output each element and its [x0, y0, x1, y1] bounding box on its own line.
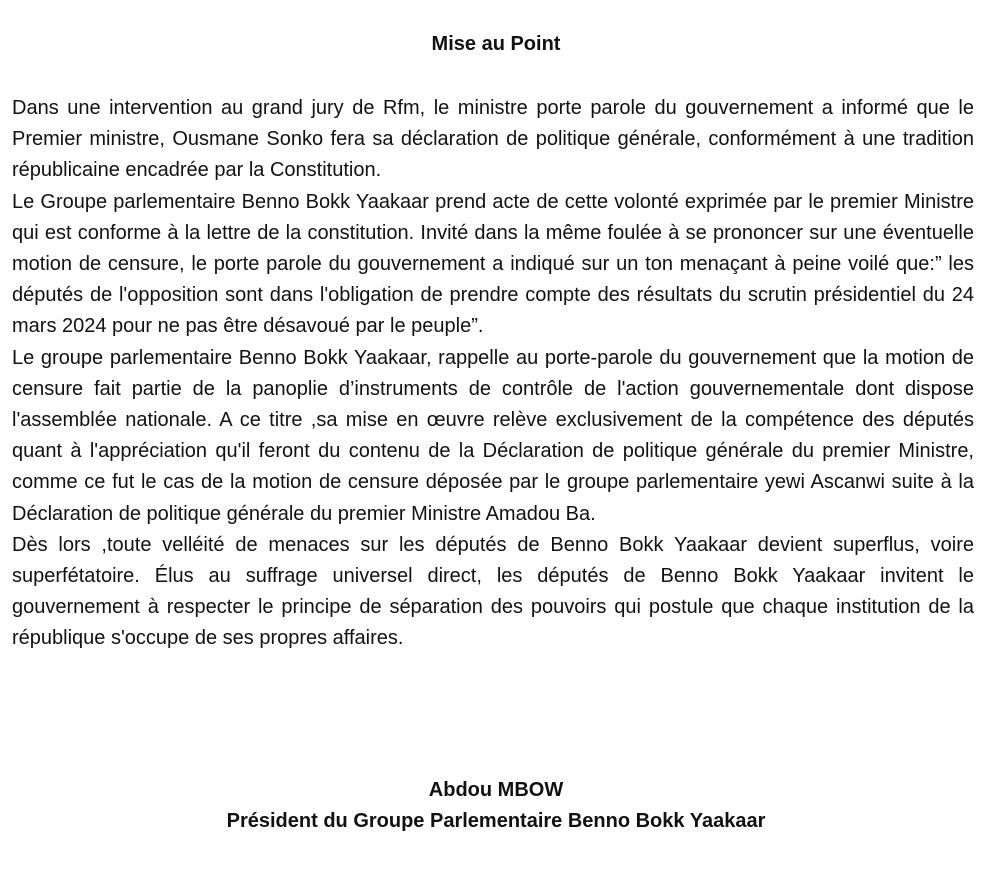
- paragraph-prise-acte: Le Groupe parlementaire Benno Bokk Yaakaar prend acte de cette volonté exprimée par le premier Ministre qui est conforme à la lettre de la constitution. Invité dans la même foulée à se prononcer sur une éventuelle motion de censure, le porte parole du gouvernement a indiqué sur un ton menaçant à peine voilé que:” les députés de l'opposition sont dans l'obligation de prendre compte des résultats du scrutin présidentiel du 24 mars 2024 pour ne pas être désavoué par le peuple”.: [12, 190, 974, 338]
- document-title: Mise au Point: [431, 33, 561, 55]
- signatory-role: Président du Groupe Parlementaire Benno Bokk Yaakaar: [226, 810, 766, 832]
- paragraph-conclusion: Dès lors ,toute velléité de menaces sur les députés de Benno Bokk Yaakaar devient superflus, voire superfétatoire. Élus au suffrage universel direct, les députés de Benno Bokk Yaakaar invitent le gouvernement à respecter le principe de séparation des pouvoirs qui postule que chaque institution de la république s'occupe de ses propres affaires.: [12, 533, 974, 650]
- signature-block: [0, 775, 992, 837]
- paragraph-intervention: Dans une intervention au grand jury de Rfm, le ministre porte parole du gouvernement a informé que le Premier ministre, Ousmane Sonko fera sa déclaration de politique générale, conformément à une tradition républicaine encadrée par la Constitution.: [12, 97, 974, 182]
- paragraph-motion-censure: Le groupe parlementaire Benno Bokk Yaakaar, rappelle au porte-parole du gouvernement que la motion de censure fait partie de la panoplie d’instruments de contrôle de l'action gouvernementale dont dispose l'assemblée nationale. A ce titre ,sa mise en œuvre relève exclusivement de la compétence des députés quant à l'appréciation qu'il feront du contenu de la Déclaration de politique générale du premier Ministre, comme ce fut le cas de la motion de censure déposée par le groupe parlementaire yewi Ascanwi suite à la Déclaration de politique générale du premier Ministre Amadou Ba.: [12, 346, 974, 525]
- document-body: [12, 93, 974, 655]
- signatory-name: Abdou MBOW: [428, 779, 564, 801]
